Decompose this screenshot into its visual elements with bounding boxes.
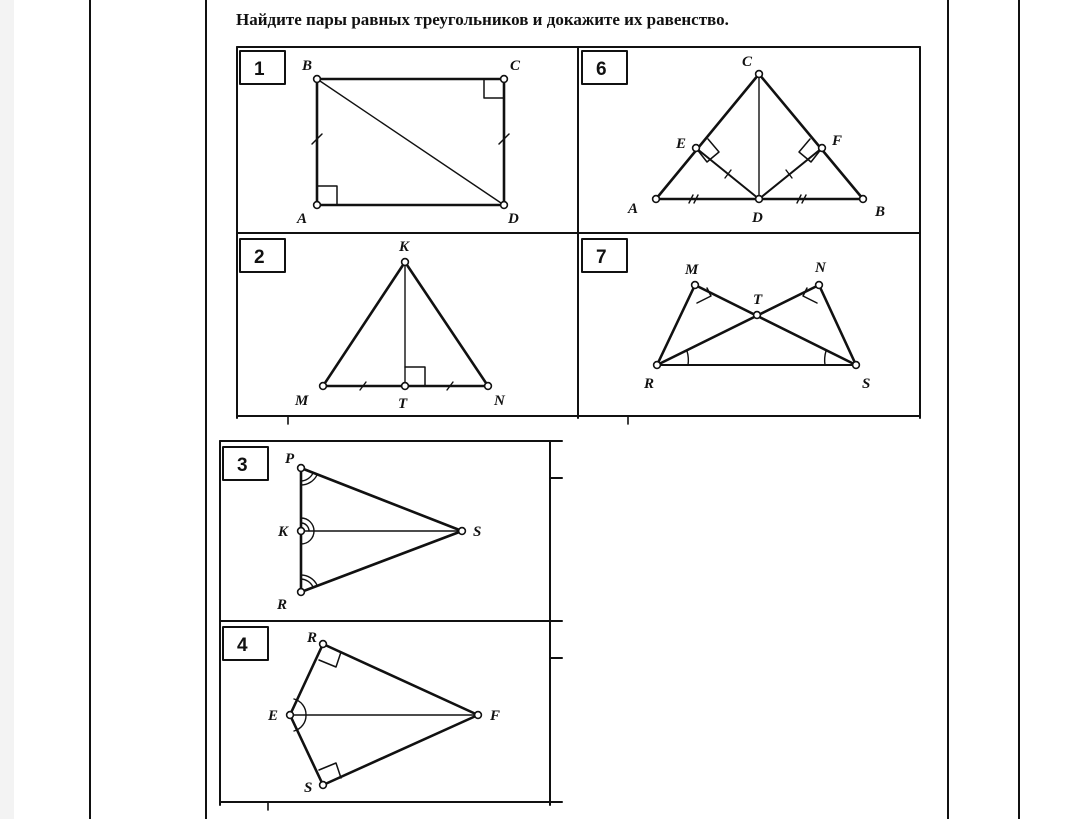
- lower-grid: [220, 441, 562, 805]
- vertex-label: M: [295, 393, 309, 409]
- vertex-label: F: [832, 133, 843, 149]
- vertex-label: C: [742, 54, 753, 70]
- vertex-label: E: [268, 708, 279, 724]
- vertex-label: S: [473, 524, 482, 540]
- vertex-label: T: [398, 396, 408, 412]
- figure-number-1: 1: [254, 59, 265, 80]
- vertex-label: B: [302, 58, 313, 74]
- vertex-label: K: [278, 524, 289, 540]
- vertex-label: D: [752, 210, 763, 226]
- vertex-label: R: [644, 376, 655, 392]
- vertex-label: P: [285, 451, 295, 467]
- vertex-label: R: [277, 597, 288, 613]
- vertex-label: S: [862, 376, 871, 392]
- vertex-label: T: [753, 292, 763, 308]
- vertex-label: M: [685, 262, 699, 278]
- vertex-label: N: [815, 260, 826, 276]
- figure-4: [290, 644, 478, 785]
- vertex-label: D: [508, 211, 519, 227]
- vertex-label: C: [510, 58, 521, 74]
- figure-1: [312, 79, 509, 205]
- vertex-label: N: [494, 393, 505, 409]
- vertex-label: E: [676, 136, 687, 152]
- vertex-label: A: [297, 211, 308, 227]
- vertex-label: B: [875, 204, 886, 220]
- vertex-label: K: [399, 239, 410, 255]
- task-title: Найдите пары равных треугольников и докажите их равенство.: [236, 10, 729, 29]
- vertex-label: R: [307, 630, 318, 646]
- figure-number-6: 6: [596, 59, 607, 80]
- figure-number-3: 3: [237, 455, 248, 476]
- figure-number-7: 7: [596, 247, 607, 268]
- figure-number-4: 4: [237, 635, 248, 656]
- figure-3: [301, 468, 462, 592]
- figure-2: [323, 262, 488, 390]
- vertex-label: A: [628, 201, 639, 217]
- figure-number-2: 2: [254, 247, 265, 268]
- vertex-label: F: [490, 708, 501, 724]
- vertex-label: S: [304, 780, 313, 796]
